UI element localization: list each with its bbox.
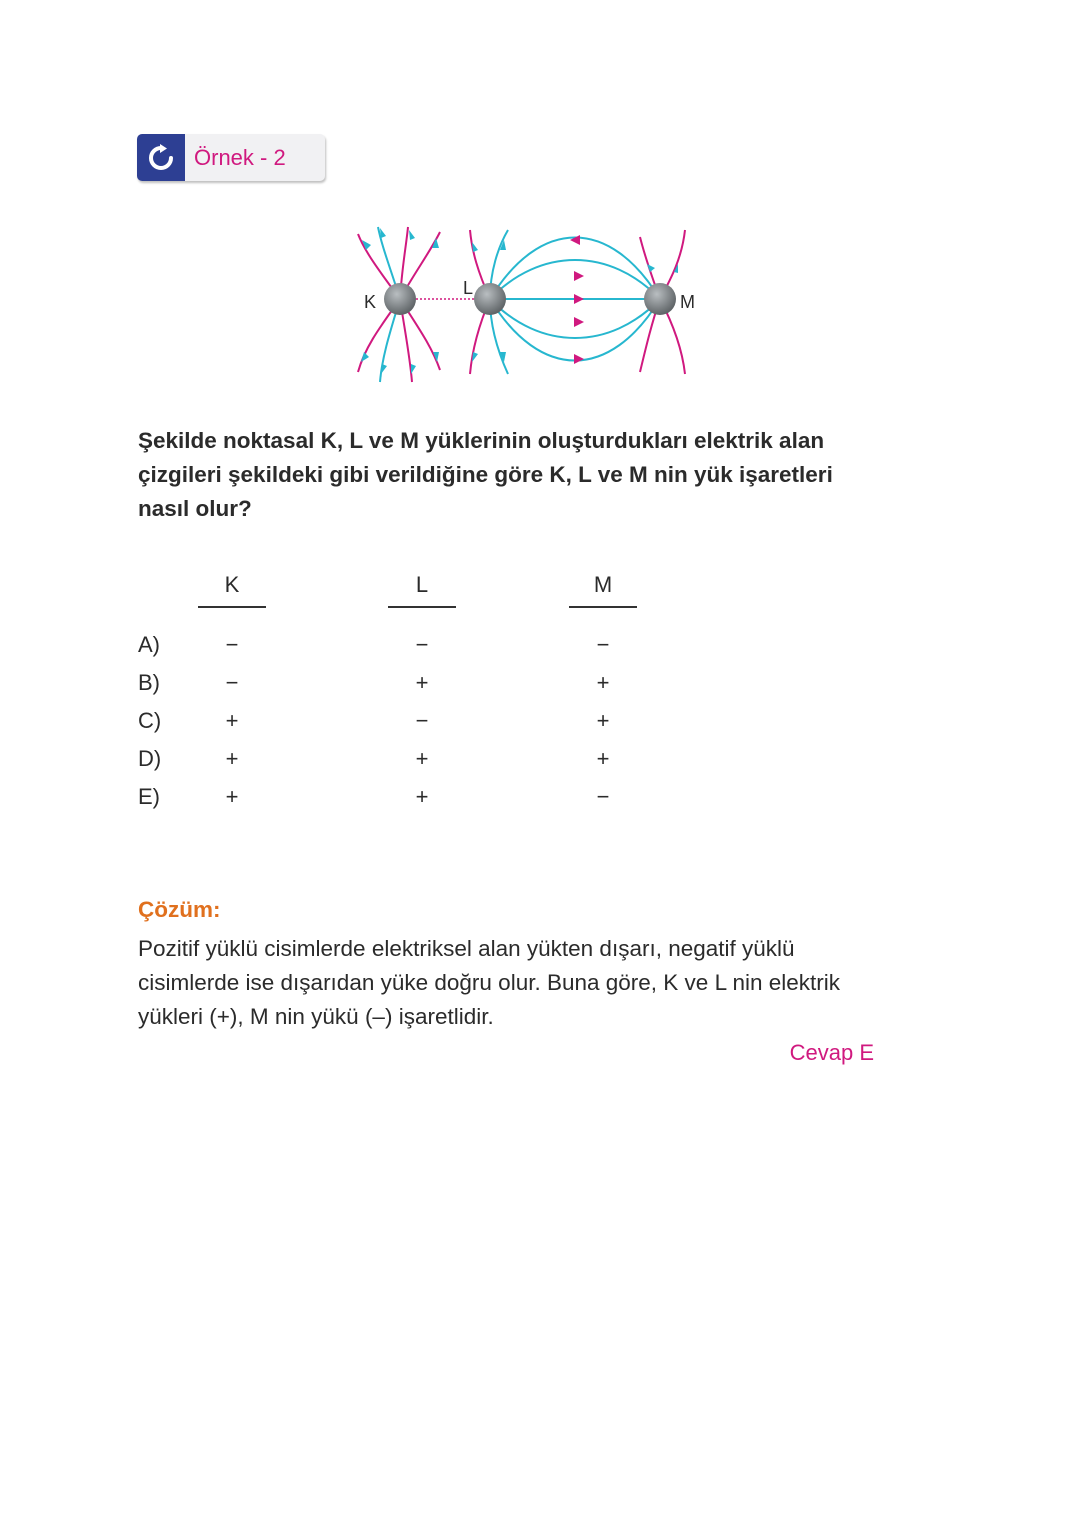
solution-title: Çözüm:: [138, 897, 221, 922]
charge-k-sphere: [384, 283, 416, 315]
option-value-l: +: [415, 746, 429, 771]
question-text: Şekilde noktasal K, L ve M yüklerinin oluşturdukları elektrik alan çizgileri şekildeki gibi verildiğine göre K, L ve M nin yük işaretleri nasıl olur?: [138, 428, 833, 521]
option-value-k: +: [225, 708, 239, 733]
option-value-k: +: [225, 784, 239, 809]
option-value-l: −: [415, 632, 429, 657]
option-label: D): [138, 746, 162, 771]
option-label: B): [138, 670, 160, 695]
option-value-l: +: [415, 670, 429, 695]
charge-m-label: M: [680, 292, 695, 312]
option-value-k: −: [225, 670, 239, 695]
option-value-m: −: [596, 632, 610, 657]
column-header-l: L: [388, 572, 456, 608]
option-value-m: +: [596, 746, 610, 771]
option-value-l: +: [415, 784, 429, 809]
option-label: A): [138, 632, 160, 657]
option-value-m: +: [596, 670, 610, 695]
example-title: Örnek - 2: [194, 145, 286, 170]
charge-k-label: K: [364, 292, 377, 312]
solution-text: Pozitif yüklü cisimlerde elektriksel alan yükten dışarı, negatif yüklü cisimlerde ise dışarıdan yüke doğru olur. Buna göre, K ve L nin elektrik yükleri (+), M nin yükü (–) işaretlidir.: [138, 936, 841, 1029]
answer-label: Cevap E: [789, 1040, 874, 1065]
charge-m-sphere: [644, 283, 676, 315]
refresh-icon: [137, 134, 185, 181]
option-value-k: −: [225, 632, 239, 657]
column-header-k: K: [198, 572, 266, 608]
column-header-m: M: [569, 572, 637, 608]
charge-l-sphere: [474, 283, 506, 315]
l-to-m-field-lines: [490, 235, 660, 364]
option-label: E): [138, 784, 160, 809]
option-value-m: −: [596, 784, 610, 809]
electric-field-figure: [340, 222, 720, 390]
option-value-m: +: [596, 708, 610, 733]
option-value-k: +: [225, 746, 239, 771]
option-value-l: −: [415, 708, 429, 733]
example-badge: [137, 134, 325, 181]
option-label: C): [138, 708, 162, 733]
charge-l-label: L: [463, 278, 474, 298]
